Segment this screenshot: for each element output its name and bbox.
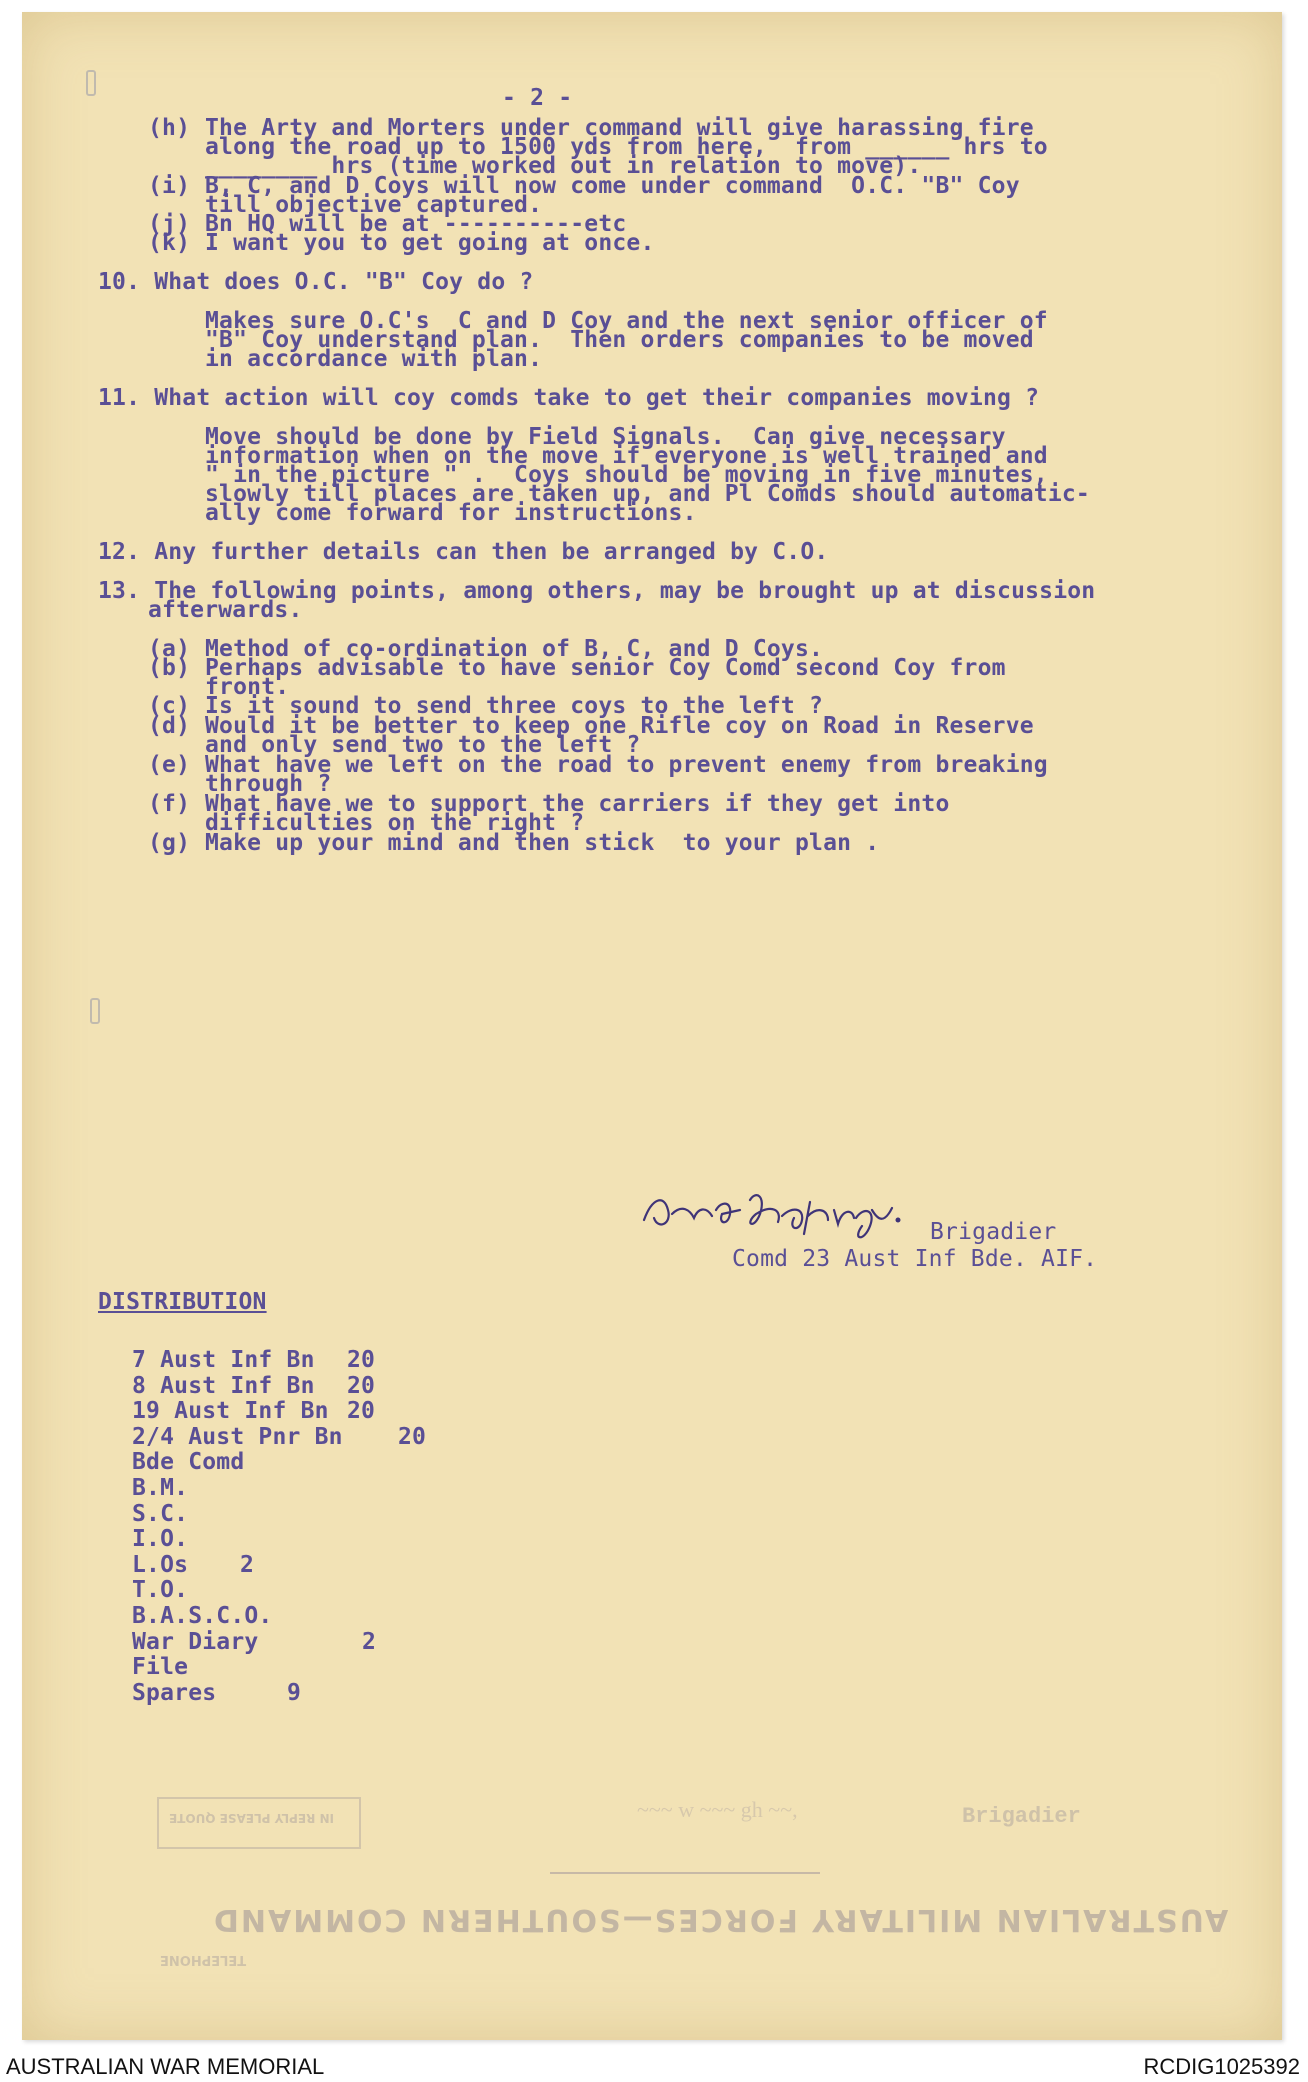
question-text: 11. What action will coy comds take to get their companies moving ? bbox=[98, 385, 1040, 411]
show-through-signature: ~~~ w ~~~ gh ~~, bbox=[637, 1797, 798, 1822]
document-page bbox=[22, 12, 1282, 2040]
point-label: (g) bbox=[148, 830, 191, 856]
distribution-heading: DISTRIBUTION bbox=[98, 1289, 267, 1315]
staple-mark bbox=[86, 70, 96, 96]
distribution-entry-name: T.O. bbox=[132, 1577, 189, 1604]
point-text: Make up your mind and then stick to your plan . bbox=[205, 830, 880, 856]
point-label: (c) bbox=[148, 693, 191, 719]
item-text: The Arty and Morters under command will give harassing fire bbox=[205, 115, 1034, 141]
show-through-reply-box bbox=[157, 1797, 361, 1849]
item-text: I want you to get going at once. bbox=[205, 230, 655, 256]
point-text: Method of co-ordination of B, C, and D Coys. bbox=[205, 636, 824, 662]
point-text: What have we to support the carriers if they get into bbox=[205, 791, 950, 817]
point-text: front. bbox=[205, 674, 290, 700]
distribution-entry-qty: 20 bbox=[398, 1423, 427, 1450]
question-text: 10. What does O.C. "B" Coy do ? bbox=[98, 269, 534, 295]
answer-text: slowly till places are taken up, and Pl Comds should automatic- bbox=[205, 481, 1090, 507]
point-label: (b) bbox=[148, 655, 191, 681]
answer-text: ally come forward for instructions. bbox=[205, 500, 697, 526]
point-text: Would it be better to keep one Rifle coy on Road in Reserve bbox=[205, 713, 1034, 739]
signatory-appointment: Comd 23 Aust Inf Bde. AIF. bbox=[732, 1246, 1098, 1272]
distribution-entry-name: 2/4 Aust Pnr Bn bbox=[132, 1423, 343, 1450]
point-label: (f) bbox=[148, 791, 191, 817]
answer-text: "B" Coy understand plan. Then orders companies to be moved bbox=[205, 327, 1034, 353]
item-label: (i) bbox=[148, 173, 191, 199]
footer-archive-name: AUSTRALIAN WAR MEMORIAL bbox=[6, 2054, 325, 2079]
item-text: Bn HQ will be at ----------etc bbox=[205, 211, 627, 237]
point-text: through ? bbox=[205, 771, 332, 797]
distribution-entry-name: Spares bbox=[132, 1679, 217, 1706]
point-text: Is it sound to send three coys to the left ? bbox=[205, 693, 824, 719]
distribution-entry-name: 19 Aust Inf Bn bbox=[132, 1398, 329, 1425]
point-text: Perhaps advisable to have senior Coy Comd second Coy from bbox=[205, 655, 1006, 681]
distribution-entry-qty: 20 bbox=[347, 1372, 376, 1399]
distribution-entry-qty: 20 bbox=[347, 1398, 376, 1425]
question-12: 12. Any further details can then be arranged by C.O. bbox=[98, 539, 829, 565]
item-label: (k) bbox=[148, 230, 191, 256]
show-through-reply-text: IN REPLY PLEASE QUOTE bbox=[169, 1811, 335, 1825]
point-label: (a) bbox=[148, 636, 191, 662]
point-text: difficulties on the right ? bbox=[205, 810, 585, 836]
distribution-entry-name: File bbox=[132, 1654, 189, 1681]
distribution-entry-name: War Diary bbox=[132, 1628, 259, 1655]
point-text: What have we left on the road to prevent enemy from breaking bbox=[205, 752, 1048, 778]
distribution-entry-name: 8 Aust Inf Bn bbox=[132, 1372, 315, 1399]
item-text: B, C, and D Coys will now come under command O.C. "B" Coy bbox=[205, 173, 1020, 199]
point-text: and only send two to the left ? bbox=[205, 732, 641, 758]
item-text: ________ hrs (time worked out in relation to move). bbox=[205, 153, 922, 179]
show-through-rank: Brigadier bbox=[962, 1804, 1081, 1829]
page-number: - 2 - bbox=[502, 85, 573, 111]
answer-text: information when on the move if everyone is well trained and bbox=[205, 443, 1048, 469]
distribution-entry-name: B.M. bbox=[132, 1475, 189, 1501]
answer-text: Move should be done by Field Signals. Can give necessary bbox=[205, 424, 1006, 450]
distribution-entry-qty: 9 bbox=[287, 1679, 302, 1706]
footer-reference-id: RCDIG1025392 bbox=[1143, 2054, 1300, 2079]
distribution-entry-name: Bde Comd bbox=[132, 1449, 245, 1476]
show-through-rule bbox=[550, 1872, 820, 1874]
answer-text: " in the picture " . Coys should be moving in five minutes, bbox=[205, 462, 1048, 488]
signatory-rank: Brigadier bbox=[930, 1219, 1057, 1245]
show-through-telephone: TELEPHONE bbox=[160, 1952, 247, 1967]
distribution-entry-qty: 2 bbox=[362, 1628, 377, 1655]
question-text: 13. The following points, among others, may be brought up at discussion bbox=[98, 578, 1096, 604]
answer-text: Makes sure O.C's C and D Coy and the next senior officer of bbox=[205, 308, 1048, 334]
distribution-entry-name: B.A.S.C.O. bbox=[132, 1603, 273, 1629]
distribution-entry-name: L.Os bbox=[132, 1551, 189, 1578]
item-label: (j) bbox=[148, 211, 191, 237]
distribution-entry-name: S.C. bbox=[132, 1500, 189, 1527]
item-text: till objective captured. bbox=[205, 192, 543, 218]
point-label: (d) bbox=[148, 713, 191, 739]
point-label: (e) bbox=[148, 752, 191, 778]
answer-text: in accordance with plan. bbox=[205, 346, 543, 372]
item-text: along the road up to 1500 yds from here, from ______ hrs to bbox=[205, 134, 1048, 160]
staple-mark bbox=[90, 998, 100, 1024]
show-through-letterhead: AUSTRALIAN MILITARY FORCES—SOUTHERN COMMAND bbox=[212, 1902, 1229, 1937]
distribution-entry-qty: 2 bbox=[240, 1551, 255, 1578]
question-text: afterwards. bbox=[148, 597, 303, 623]
distribution-entry-qty: 20 bbox=[347, 1347, 376, 1373]
distribution-entry-name: I.O. bbox=[132, 1526, 189, 1553]
distribution-entry-name: 7 Aust Inf Bn bbox=[132, 1347, 315, 1373]
item-label: (h) bbox=[148, 115, 191, 141]
